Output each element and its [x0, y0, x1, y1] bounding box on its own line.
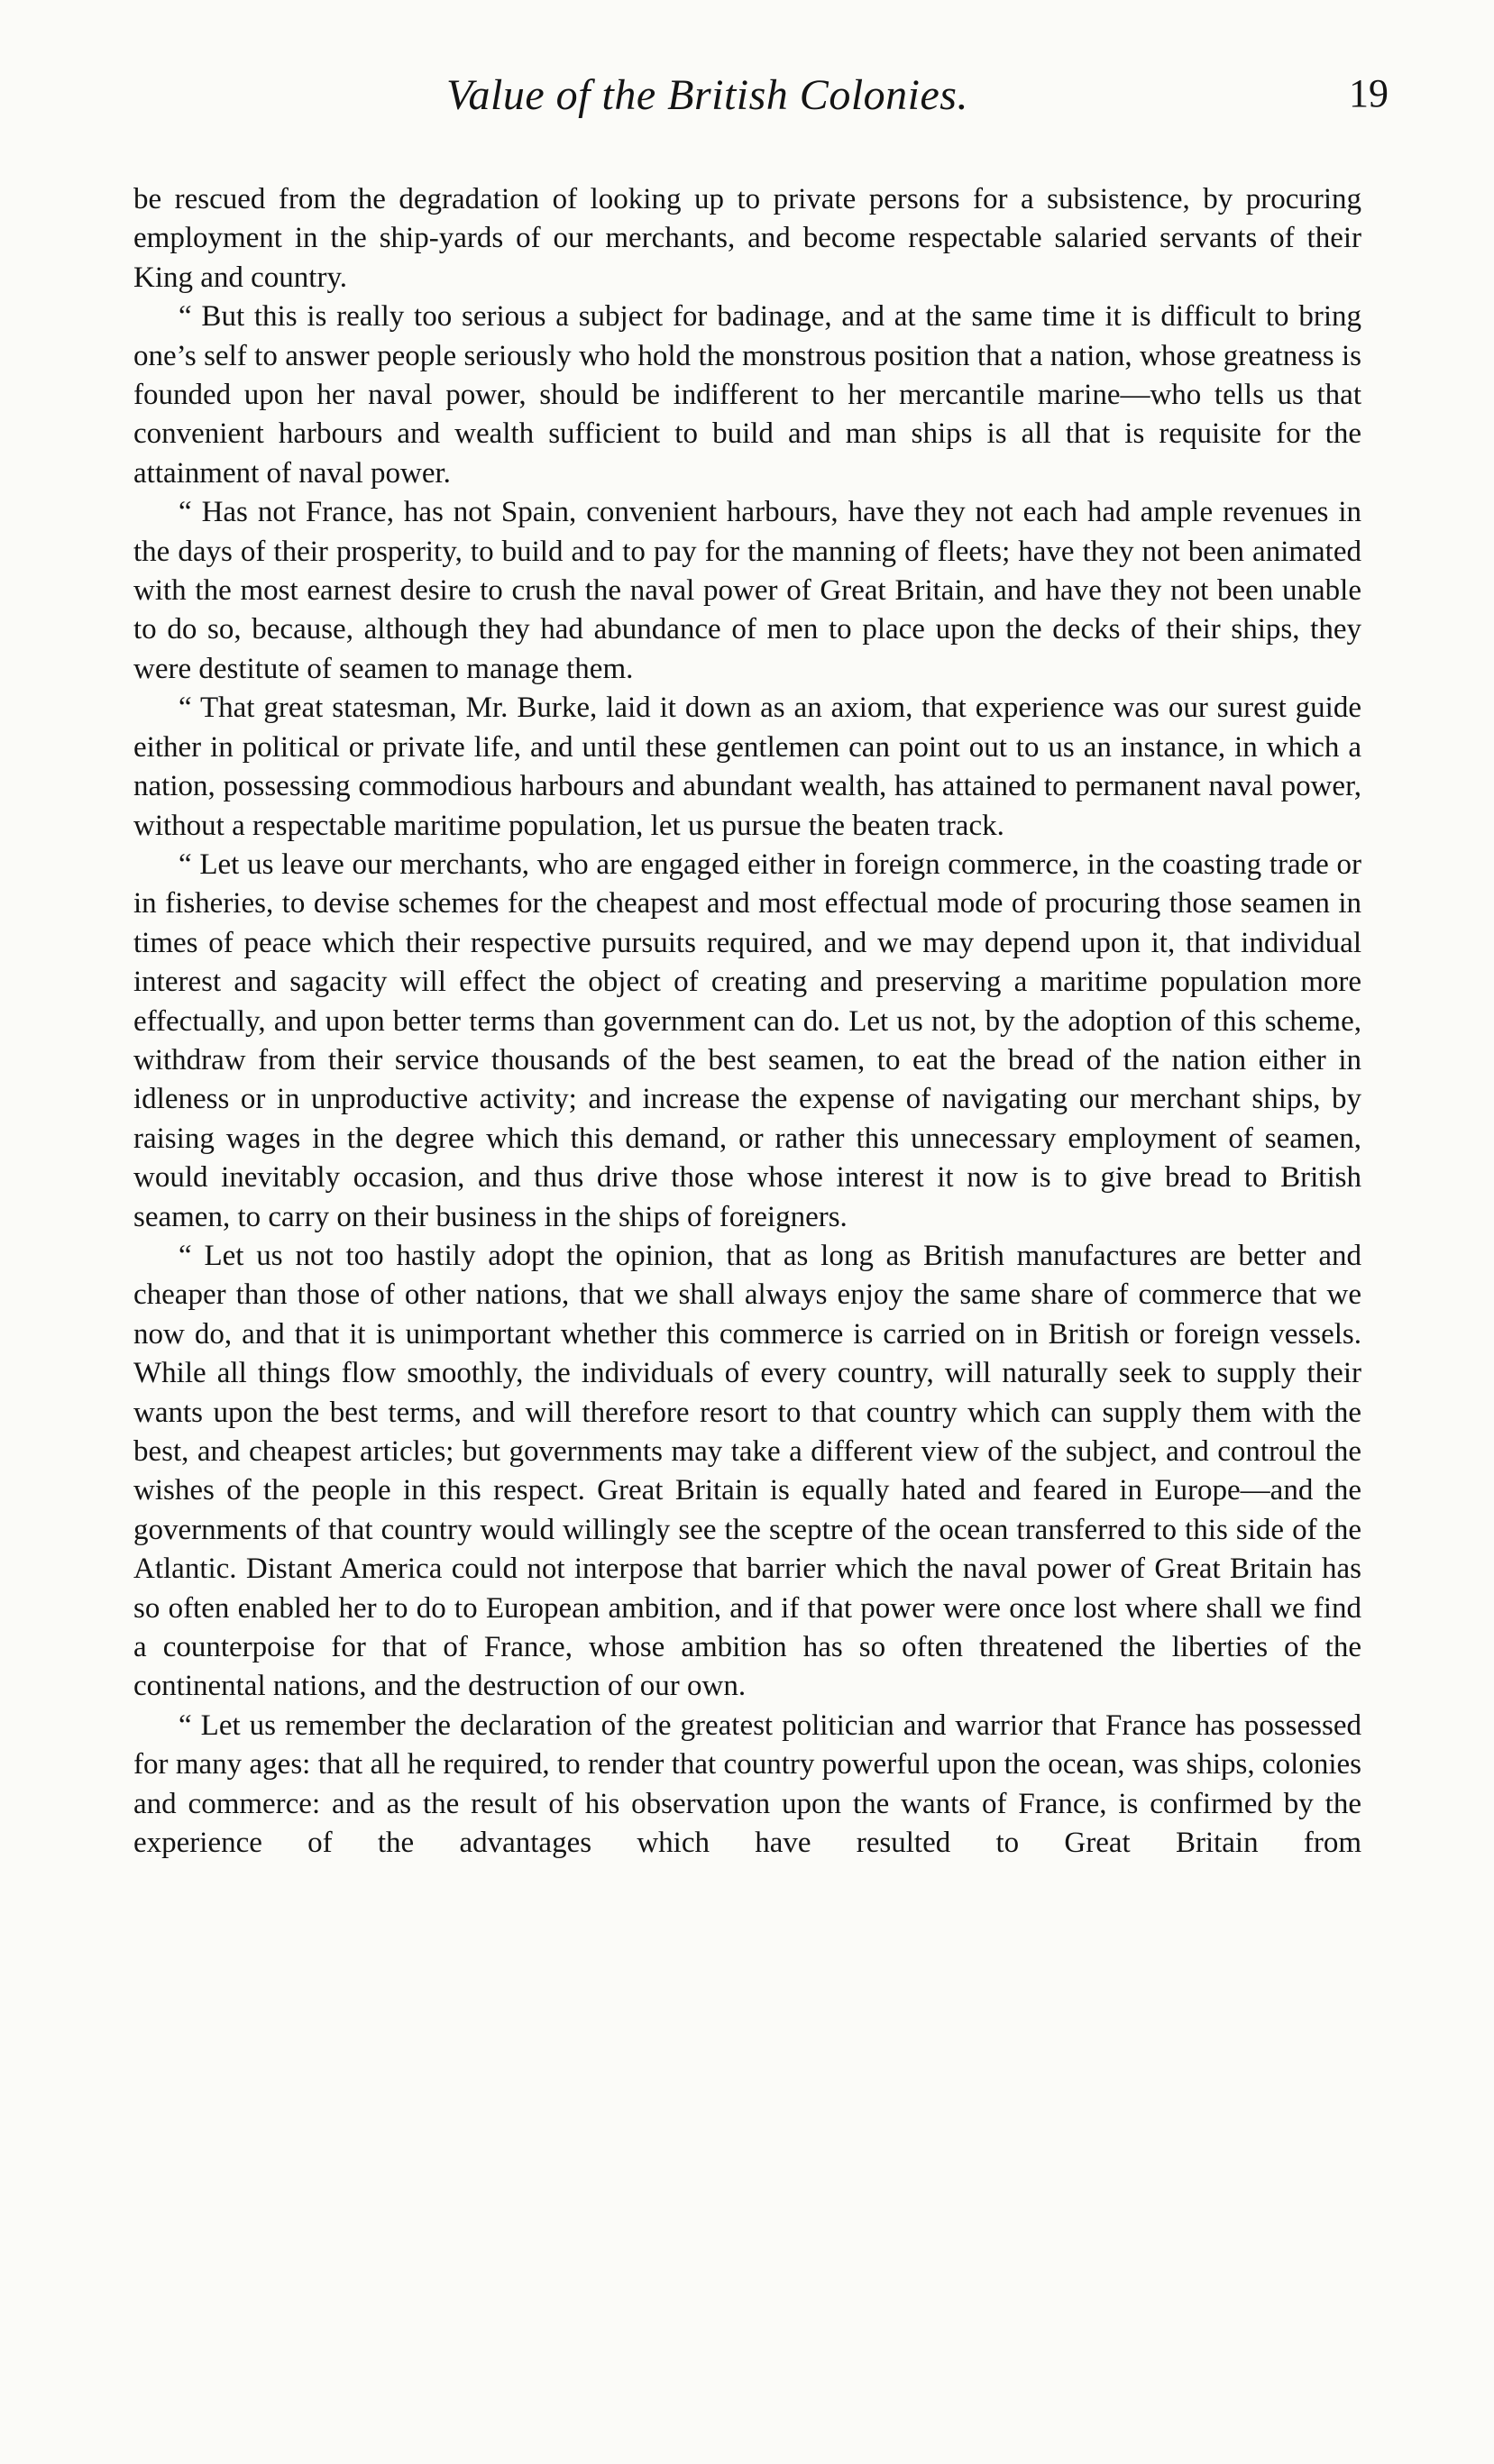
- paragraph: “ But this is really too serious a subject for badinage, and at the same time it is difficult to bring one’s self to answer people seriously who hold the monstrous position that a nation, whose greatness is founded upon her naval power, should be indifferent to her mercantile marine—who tells us that convenient harbours and wealth sufficient to build and man ships is all that is requisite for the attainment of naval power.: [133, 300, 1361, 490]
- running-title: Value of the British Colonies.: [446, 71, 968, 119]
- running-head: [135, 70, 1389, 142]
- paragraph: “ Let us leave our merchants, who are engaged either in foreign commerce, in the coasting trade or in fisheries, to devise schemes for the cheapest and most effectual mode of procuring those seamen in times of peace which their respective pursuits required, and we may depend upon it, that individual interest and sagacity will effect the object of creating and preserving a maritime population more effectually, and upon better terms than government can do. Let us not, by the adoption of this scheme, withdraw from their service thousands of the best seamen, to eat the bread of the nation either in idleness or in unproductive activity; and increase the expense of navigating our merchant ships, by raising wages in the degree which this demand, or rather this unnecessary employment of seamen, would inevitably occasion, and thus drive those whose interest it now is to give bread to British seamen, to carry on their business in the ships of foreigners.: [133, 847, 1361, 1233]
- paragraph: be rescued from the degradation of looking up to private persons for a subsistence, by procuring employment in the ship-yards of our merchants, and become respectable salaried servants of their King and country.: [133, 183, 1361, 294]
- paragraph: “ Let us remember the declaration of the greatest politician and warrior that France has possessed for many ages: that all he required, to render that country powerful upon the ocean, was ships, colonies and commerce: and as the result of his observation upon the wants of France, is confirmed by the experience of the advantages which have resulted to Great Britain from: [133, 1708, 1361, 1860]
- page-number: 19: [1349, 71, 1389, 115]
- body-text: [133, 180, 1361, 1863]
- paragraph: “ That great statesman, Mr. Burke, laid it down as an axiom, that experience was our surest guide either in political or private life, and until these gentlemen can point out to us an instance, in which a nation, possessing commodious harbours and abundant wealth, has attained to permanent naval power, without a respectable maritime population, let us pursue the beaten track.: [133, 692, 1361, 842]
- paragraph: “ Let us not too hastily adopt the opinion, that as long as British manufactures are better and cheaper than those of other nations, that we shall always enjoy the same share of commerce that we now do, and that it is unimportant whether this commerce is carried on in British or foreign vessels. While all things flow smoothly, the individuals of every country, will naturally seek to supply their wants upon the best terms, and will therefore resort to that country which can supply them with the best, and cheapest articles; but governments may take a different view of the subject, and controul the wishes of the people in this respect. Great Britain is equally hated and feared in Europe—and the governments of that country would willingly see the sceptre of the ocean transferred to this side of the Atlantic. Distant America could not interpose that barrier which the naval power of Great Britain has so often enabled her to do to European ambition, and if that power were once lost where shall we find a counterpoise for that of France, whose ambition has so often threatened the liberties of the continental nations, and the destruction of our own.: [133, 1239, 1361, 1703]
- paragraph: “ Has not France, has not Spain, convenient harbours, have they not each had ample revenues in the days of their prosperity, to build and to pay for the manning of fleets; have they not been animated with the most earnest desire to crush the naval power of Great Britain, and have they not been unable to do so, because, although they had abundance of men to place upon the decks of their ships, they were destitute of seamen to manage them.: [133, 496, 1361, 685]
